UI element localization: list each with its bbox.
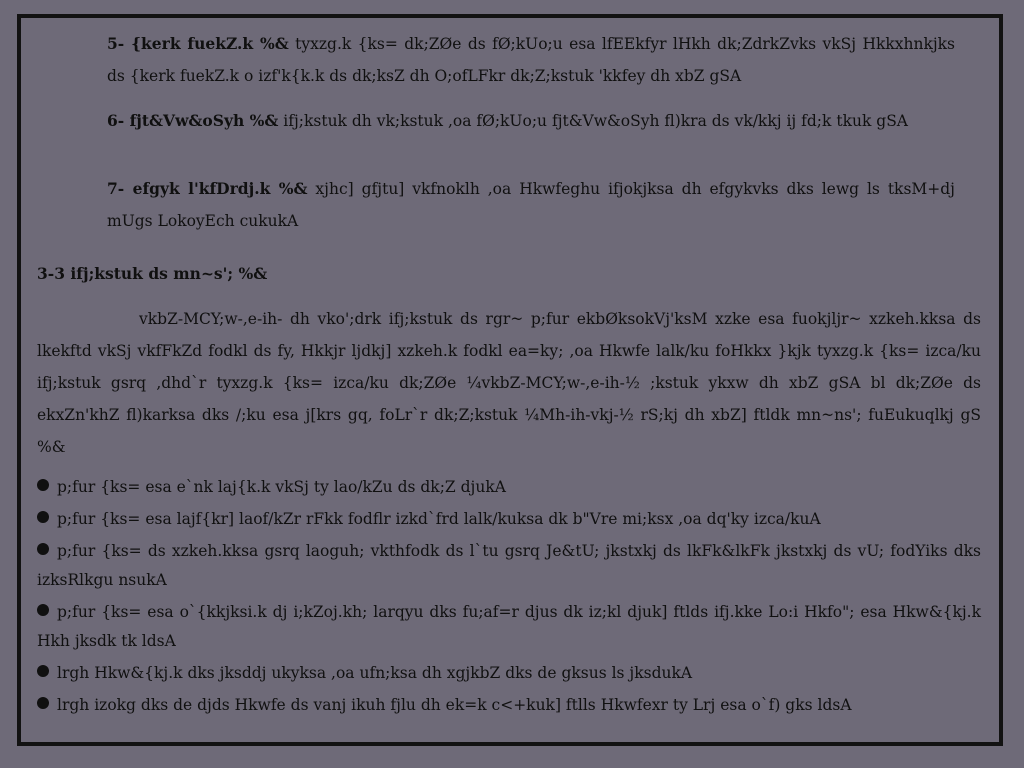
bullet-text: lrgh Hkw&{kj.k dks jksddj ukyksa ,oa ufn;ksa dh xgjkbZ dks de gksus ls jksdukA <box>57 664 693 682</box>
list-item <box>37 473 981 502</box>
bullet-icon <box>37 511 49 523</box>
bullet-icon <box>37 604 49 616</box>
bullet-list <box>37 473 981 723</box>
bullet-icon <box>37 697 49 709</box>
bullet-icon <box>37 479 49 491</box>
bullet-text: p;fur {ks= esa o`{kkjksi.k dj i;kZoj.kh; larqyu dks fu;af=r djus dk iz;kl djuk] ftlds ifj.kke Lo:i Hkfo"; esa Hkw&{kj.k Hkh jksdk tk ldsA <box>37 603 981 650</box>
bullet-text: p;fur {ks= esa lajf{kr] laof/kZr rFkk fodflr izkd`frd lalk/kuksa dk b"Vre mi;ksx ,oa dq'ky izca/kuA <box>57 510 821 528</box>
list-item <box>37 691 981 720</box>
bullet-text: p;fur {ks= ds xzkeh.kksa gsrq laoguh; vkthfodk ds l`tu gsrq Je&tU; jkstxkj ds lkFk&lkFk jkstxkj ds vU; fodYiks dks izksRlkgu nsukA <box>37 542 981 589</box>
numbered-item-7 <box>107 173 955 237</box>
section-heading: 3-3 ifj;kstuk ds mn~s'; %& <box>37 264 268 283</box>
bullet-icon <box>37 543 49 555</box>
item-7-text: xjhc] gfjtu] vkfnoklh ,oa Hkwfeghu ifjokjksa dh efgykvks dks lewg ls tksM+dj mUgs LokoyEch cukukA <box>107 180 955 230</box>
item-7-label: 7- efgyk l'kfDrdj.k %& <box>107 179 308 198</box>
document-content <box>21 18 999 742</box>
page-frame <box>17 14 1003 746</box>
body-paragraph: vkbZ-MCY;w-,e-ih- dh vko';drk ifj;kstuk ds rgr~ p;fur ekbØksokVj'ksM xzke esa fuokjljr~ xzkeh.kksa ds lkekftd vkSj vkfFkZd fodkl ds fy, Hkkjr ljdkj] xzkeh.k fodkl ea=ky; ,oa Hkwfe lalk/ku foHkkx }kjk tyxzg.k {ks= izca/ku ifj;kstuk gsrq ,dhd`r tyxzg.k {ks= izca/ku dk;ZØe ¼vkbZ-MCY;w-,e-ih-½ ;kstuk ykxw dh xbZ gSA bl dk;ZØe ds ekxZn'khZ fl)karksa dks /;ku esa j[krs gq, foLr`r dk;Z;kstuk ¼Mh-ih-vkj-½ rS;kj dh xbZ] ftldk mn~ns'; fuEukuqlkj gS %& <box>37 310 981 456</box>
list-item <box>37 537 981 595</box>
numbered-item-6 <box>107 105 955 137</box>
list-item <box>37 598 981 656</box>
numbered-item-5 <box>107 28 955 92</box>
list-item <box>37 505 981 534</box>
bullet-text: p;fur {ks= esa e`nk laj{k.k vkSj ty lao/kZu ds dk;Z djukA <box>57 478 506 496</box>
item-6-label: 6- fjt&Vw&oSyh %& <box>107 111 279 130</box>
bullet-text: lrgh izokg dks de djds Hkwfe ds vanj ikuh fjlu dh ek=k c<+kuk] ftlls Hkwfexr ty Lrj esa o`f) gks ldsA <box>57 696 852 714</box>
list-item <box>37 659 981 688</box>
item-6-text: ifj;kstuk dh vk;kstuk ,oa fØ;kUo;u fjt&Vw&oSyh fl)kra ds vk/kkj ij fd;k tkuk gSA <box>278 112 909 130</box>
item-5-text: tyxzg.k {ks= dk;ZØe ds fØ;kUo;u esa lfEEkfyr lHkh dk;ZdrkZvks vkSj Hkkxhnkjks ds {kerk fuekZ.k o izf'k{k.k ds dk;ksZ dh O;ofLFkr dk;Z;kstuk 'kkfey dh xbZ gSA <box>107 35 955 85</box>
bullet-icon <box>37 665 49 677</box>
item-5-label: 5- {kerk fuekZ.k %& <box>107 34 289 53</box>
